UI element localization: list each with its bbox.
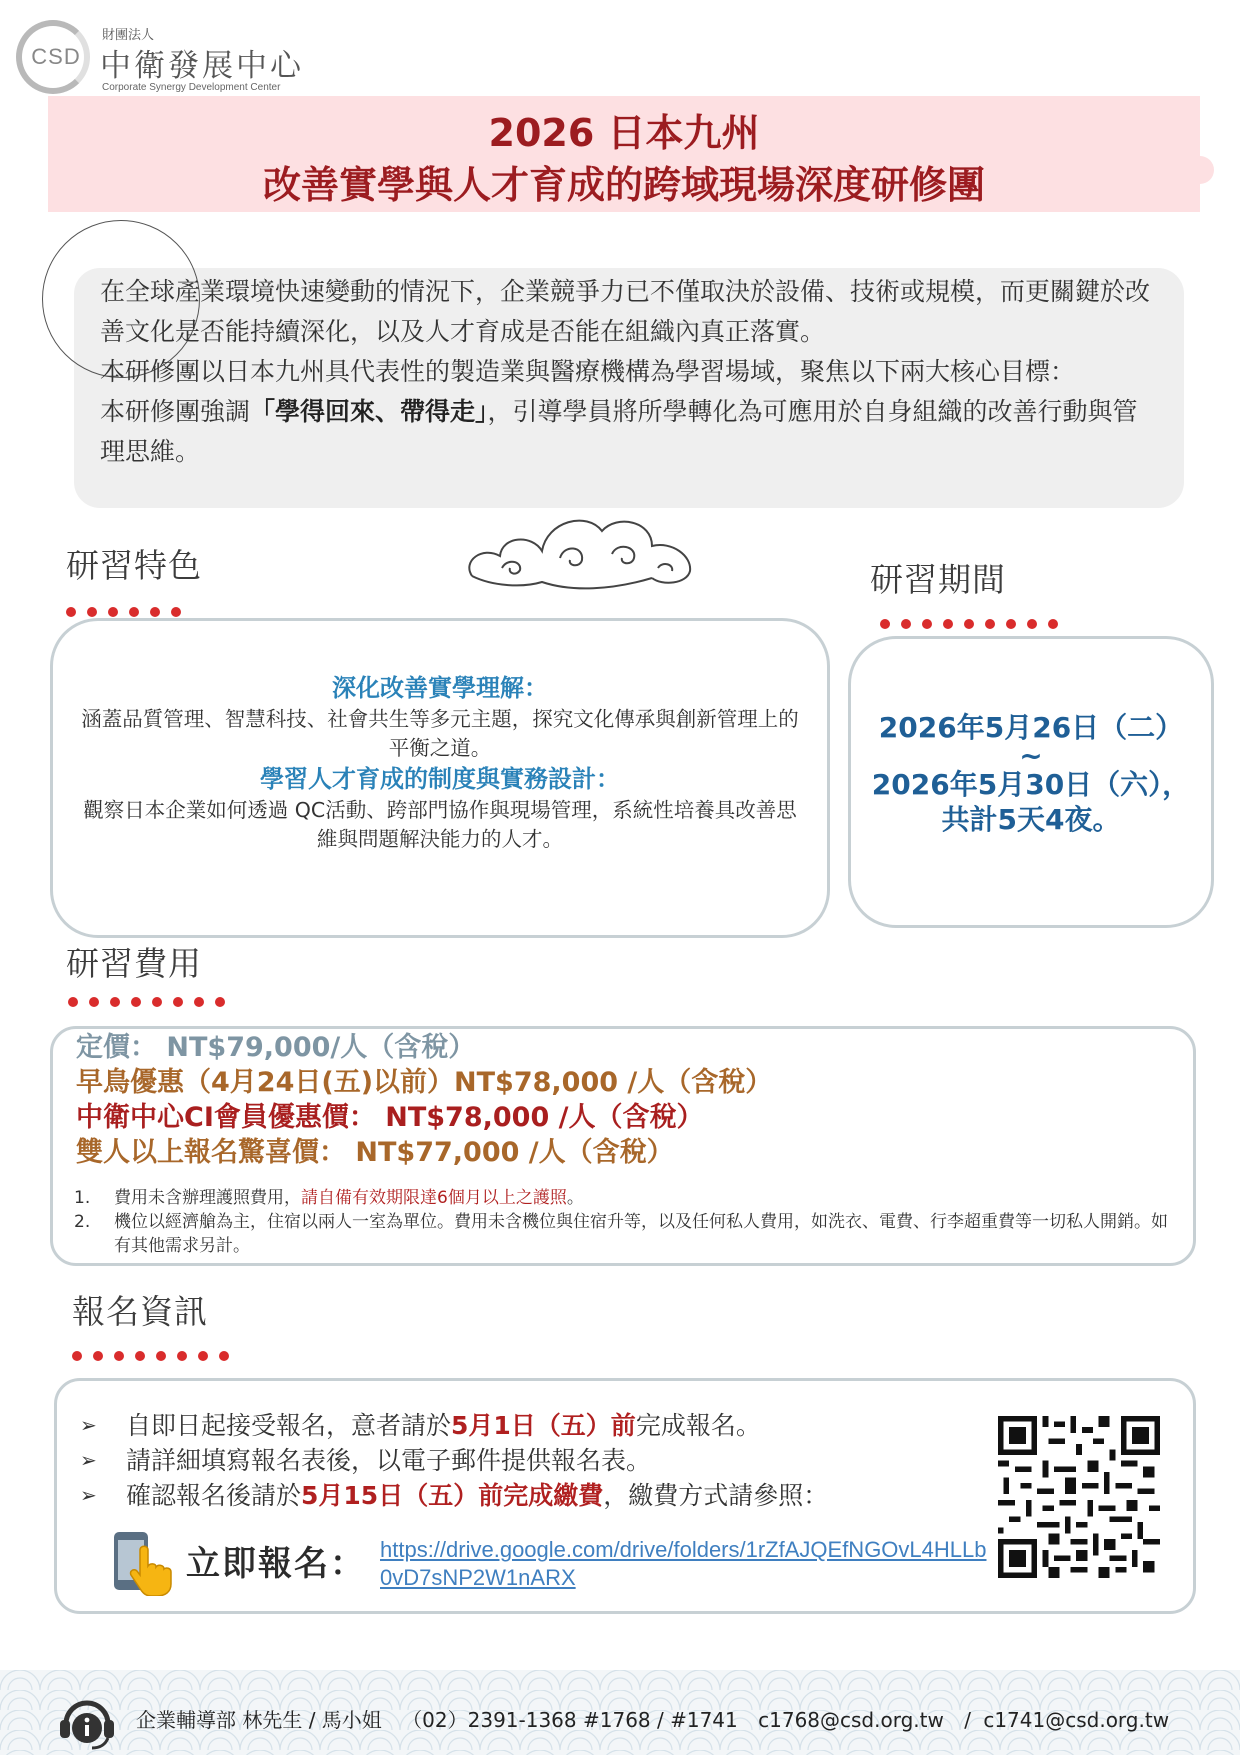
fee-note-1-b: 請自備有效期限達6個月以上之護照: [301, 1188, 567, 1208]
registration-step-1: [80, 1408, 980, 1443]
fee-list-price: 定價： NT$79,000/人（含稅）: [76, 1032, 476, 1063]
page-title-line2: 改善實學與人才育成的跨域現場深度研修團: [262, 163, 985, 207]
footer-department: 企業輔導部 林先生 / 馬小姐: [136, 1708, 382, 1732]
cloud-icon: [462, 506, 702, 598]
reg-step-3-deadline: 5月15日（五）前完成繳費: [301, 1481, 604, 1510]
logo-name: 中衛發展中心: [100, 48, 304, 84]
fee-note-2-text: 機位以經濟艙為主，住宿以兩人一室為單位。費用未含機位與住宿升等，以及任何私人費用，如洗衣、電費、行李超重費等一切私人開銷。如有其他需求另計。: [114, 1212, 1168, 1256]
fee-group-price: 雙人以上報名驚喜價： NT$77,000 /人（含稅）: [76, 1137, 674, 1168]
registration-step-2: [80, 1443, 980, 1478]
feature-2-desc: 觀察日本企業如何透過 QC活動、跨部門協作與現場管理，系統性培養具改善思維與問題解決能力的人才。: [83, 798, 797, 851]
registration-heading: 報名資訊: [72, 1292, 208, 1331]
registration-steps: [80, 1408, 980, 1513]
period-duration: 共計5天4夜。: [941, 803, 1121, 836]
features-dots: [66, 602, 192, 614]
fee-note-1-num: 1.: [74, 1188, 91, 1208]
feature-1-desc: 涵蓋品質管理、智慧科技、社會共生等多元主題，探究文化傳承與創新管理上的平衡之道。: [81, 707, 799, 760]
fee-note-1-a: 費用未含辦理護照費用，: [114, 1188, 301, 1208]
reg-step-1-deadline: 5月1日（五）前: [451, 1411, 636, 1440]
footer-email-1[interactable]: c1768@csd.org.tw: [758, 1708, 944, 1732]
period-content: [848, 710, 1214, 837]
feature-1-title: 深化改善實學理解：: [332, 674, 548, 702]
features-content: [80, 672, 800, 854]
intro-p3-highlight: 「學得回來、帶得走」: [250, 397, 488, 426]
page-title-line1: 2026 日本九州: [488, 111, 760, 155]
period-tilde: ~: [1019, 739, 1043, 772]
reg-step-3-c: ，繳費方式請參照：: [603, 1481, 829, 1510]
arrow-icon: ➢: [80, 1413, 97, 1437]
qr-code[interactable]: [998, 1416, 1160, 1578]
fee-prices: [76, 1030, 1176, 1170]
reg-step-3-a: 確認報名後請於: [126, 1481, 302, 1510]
features-heading: 研習特色: [66, 546, 202, 585]
intro-p3-after: ，引導學員將所學轉化為可應用於自身組織的改善行動與管理思維。: [100, 397, 1138, 466]
fee-note-2: [74, 1210, 1178, 1258]
intro-text: [100, 272, 1160, 472]
fee-early-bird: 早鳥優惠（4月24日(五)以前）NT$78,000 /人（含稅）: [76, 1067, 773, 1098]
registration-step-3: [80, 1478, 980, 1513]
logo: [16, 18, 316, 98]
customer-service-icon: [56, 1692, 118, 1750]
logo-abbr: CSD: [31, 44, 81, 69]
footer-phone: （02）2391-1368 #1768 / #1741: [402, 1708, 738, 1732]
intro-paragraph-1: 在全球產業環境快速變動的情況下，企業競爭力已不僅取決於設備、技術或規模，而更關鍵於改善文化是否能持續深化，以及人才育成是否能在組織內真正落實。: [100, 277, 1151, 346]
period-end: 2026年5月30日（六），: [871, 768, 1191, 801]
reg-step-1-a: 自即日起接受報名，意者請於: [126, 1411, 452, 1440]
reg-step-2-text: 請詳細填寫報名表後，以電子郵件提供報名表。: [126, 1446, 652, 1475]
arrow-icon: ➢: [80, 1483, 97, 1507]
fee-member-price: 中衛中心CI會員優惠價： NT$78,000 /人（含稅）: [76, 1102, 704, 1133]
logo-small-label: 財團法人: [102, 28, 155, 43]
fee-heading: 研習費用: [66, 944, 202, 983]
period-start: 2026年5月26日（二）: [878, 711, 1184, 744]
intro-paragraph-3: [100, 392, 1160, 472]
footer-contact: [136, 1704, 1183, 1733]
fee-note-2-num: 2.: [74, 1212, 91, 1232]
arrow-icon: ➢: [80, 1448, 97, 1472]
fee-note-1-c: 。: [566, 1188, 584, 1208]
logo-english: Corporate Synergy Development Center: [102, 82, 281, 93]
fee-note-1: [74, 1186, 1178, 1210]
footer-email-2[interactable]: c1741@csd.org.tw: [983, 1708, 1170, 1732]
registration-link[interactable]: https://drive.google.com/drive/folders/1rZfAJQEfNGOvL4HLLb0vD7sNP2W1nARX: [380, 1537, 987, 1590]
reg-step-1-c: 完成報名。: [635, 1411, 761, 1440]
period-heading: 研習期間: [870, 560, 1006, 599]
fee-dots: [68, 992, 236, 1004]
registration-dots: [72, 1346, 240, 1358]
fee-notes: [74, 1186, 1178, 1258]
intro-paragraph-2: 本研修團以日本九州具代表性的製造業與醫療機構為學習場域，聚焦以下兩大核心目標：: [100, 357, 1076, 386]
feature-2-title: 學習人才育成的制度與實務設計：: [260, 765, 620, 793]
intro-p3-before: 本研修團強調: [100, 397, 251, 426]
period-dots: [880, 614, 1069, 626]
footer-separator: /: [964, 1708, 971, 1732]
tap-phone-icon: [112, 1528, 172, 1596]
title-banner: [48, 96, 1200, 212]
register-now-label: 立即報名：: [186, 1544, 366, 1584]
